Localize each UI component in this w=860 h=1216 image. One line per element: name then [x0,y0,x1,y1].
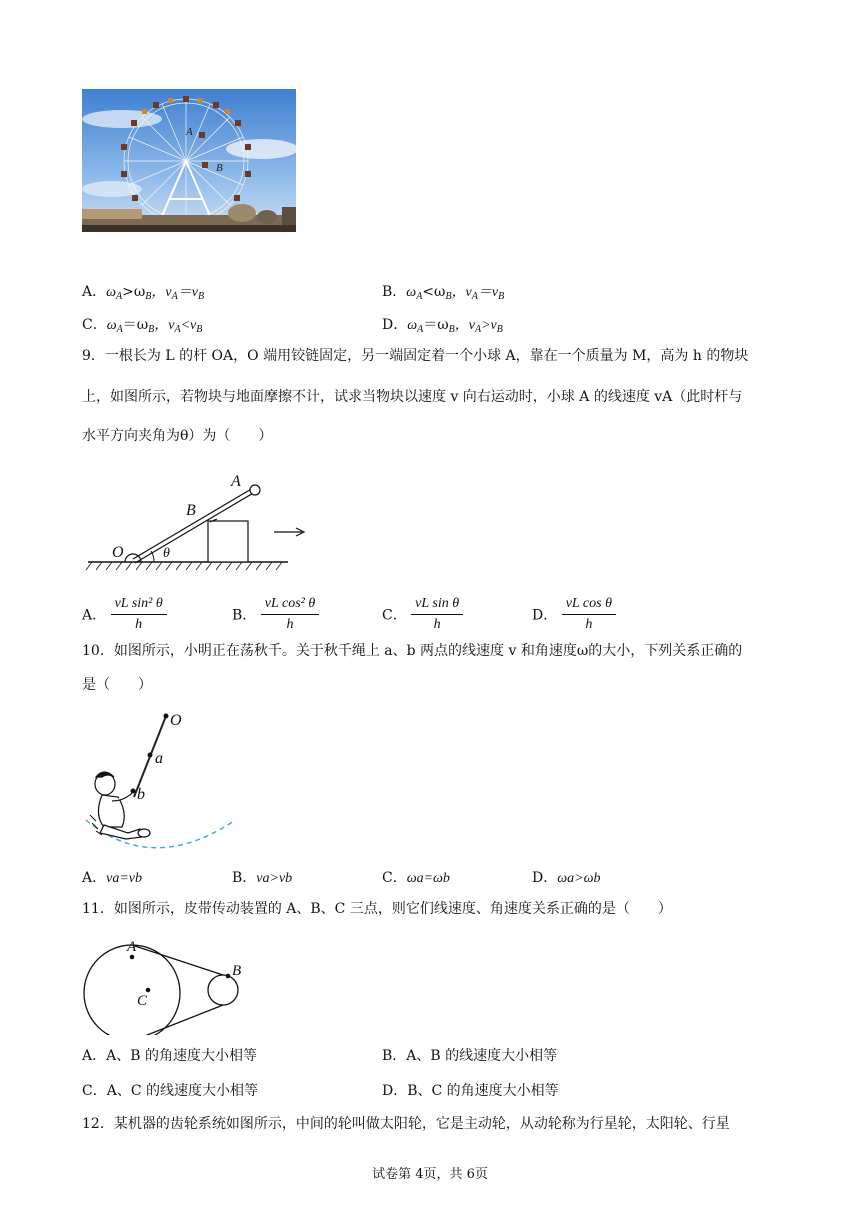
fig10-label-b: b [137,786,145,803]
ferris-wheel-photo [82,89,296,232]
fig11-label-a: A [127,939,137,955]
fig11-label-c: C [137,993,148,1009]
q8-option-d[interactable]: D．$\omega_A=\omega_B$，$v_A>v_B$ [382,317,503,335]
page-footer: 试卷第 4页，共 6页 [372,1167,488,1182]
q10-stem-line-2: 是（ ） [82,677,152,693]
q9-option-c[interactable]: C． $\frac{\text{vL sin θ}}{h}$ [382,596,463,633]
q10-option-b[interactable]: B．va>vb [232,870,293,886]
q9-option-a[interactable]: A． $\frac{\text{vL sin² θ}}{h}$ [82,596,167,633]
q10-stem-line-1: 10．如图所示，小明正在荡秋千。关于秋千绳上 a、b 两点的线速度 v 和角速度ω的大小，下列关系正确的 [82,643,743,659]
fig9-label-theta: θ [163,546,170,561]
q9-option-d[interactable]: D． $\frac{\text{vL cos θ}}{h}$ [532,596,616,633]
q10-swing-diagram [82,705,252,855]
q11-stem-line-1: 11．如图所示，皮带传动装置的 A、B、C 三点，则它们线速度、角速度关系正确的是（ ） [82,901,672,917]
fig10-label-o: O [170,712,182,729]
q8-option-b[interactable]: B．$\omega_A<\omega_B$，$v_A=v_B$ [382,284,505,302]
q12-stem-line-1: 12．某机器的齿轮系统如图所示，中间的轮叫做太阳轮，它是主动轮，从动轮称为行星轮，太阳轮、行星 [82,1116,730,1132]
q11-belt-drive-diagram [82,935,257,1035]
q10-option-d[interactable]: D．ωa>ωb [532,870,601,886]
q11-option-c[interactable]: C．A、C 的线速度大小相等 [82,1083,258,1099]
q9-stem-line-3: 水平方向夹角为θ）为（ ） [82,428,273,444]
q11-option-b[interactable]: B．A、B 的线速度大小相等 [382,1048,558,1064]
q8-option-a[interactable]: A．$\omega_A>\omega_B$，$v_A=v_B$ [82,284,205,302]
q11-option-d[interactable]: D．B、C 的角速度大小相等 [382,1083,559,1099]
q9-stem-line-2: 上，如图所示，若物块与地面摩擦不计，试求当物块以速度 v 向右运动时，小球 A 的线速度 vA（此时杆与 [82,389,743,405]
q9-option-b[interactable]: B． $\frac{\text{vL cos² θ}}{h}$ [232,596,319,633]
q11-option-a[interactable]: A．A、B 的角速度大小相等 [82,1048,257,1064]
q9-stem-line-1: 9．一根长为 L 的杆 OA，O 端用铰链固定，另一端固定着一个小球 A，靠在一个质量为 M，高为 h 的物块 [82,348,749,364]
photo-label-b: B [216,162,223,174]
q10-option-a[interactable]: A．va=vb [82,870,142,886]
photo-label-a: A [186,126,193,138]
fig9-label-o: O [112,544,124,561]
fig11-label-b: B [232,963,242,979]
fig10-label-a: a [155,750,163,767]
fig9-label-a: A [231,473,241,490]
q10-option-c[interactable]: C．ωa=ωb [382,870,450,886]
q9-rod-block-diagram [82,470,312,575]
q8-option-c[interactable]: C．$\omega_A=\omega_B$，$v_A<v_B$ [82,317,203,335]
fig9-label-b: B [186,502,196,519]
